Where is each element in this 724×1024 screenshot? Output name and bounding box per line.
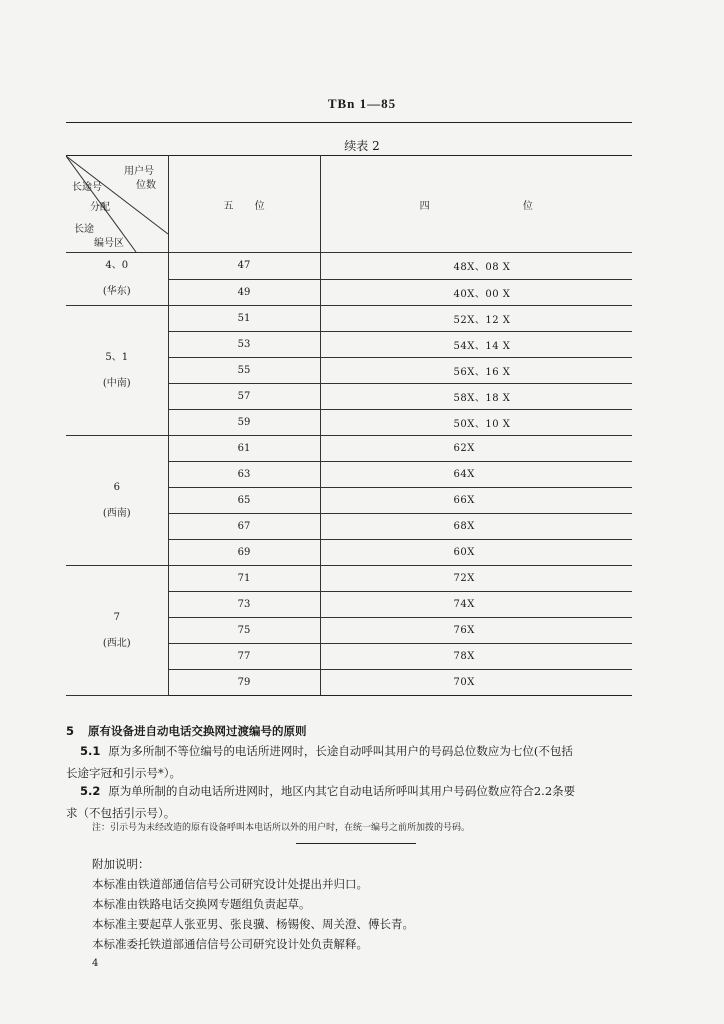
four-digit-cell: 70X <box>320 670 632 696</box>
column-header-five-digit: 五 位 <box>168 156 320 253</box>
separator-rule <box>296 843 416 844</box>
four-digit-cell: 68X <box>320 514 632 540</box>
five-digit-cell: 61 <box>168 436 320 462</box>
corner-label-allocation: 分配 <box>90 202 110 213</box>
five-digit-cell: 73 <box>168 592 320 618</box>
four-digit-cell: 52X、12 X <box>320 306 632 332</box>
corner-label-digit-count: 位数 <box>136 180 156 191</box>
ld-zone-cell <box>66 566 168 696</box>
five-digit-cell: 59 <box>168 410 320 436</box>
section-5-title: 5 原有设备进自动电话交换网过渡编号的原则 <box>66 724 307 738</box>
ld-zone-region: (西北) <box>102 637 131 649</box>
five-digit-cell: 65 <box>168 488 320 514</box>
five-digit-cell: 55 <box>168 358 320 384</box>
header-rule <box>66 122 632 123</box>
paragraph-5-2: 5.2 原为单所制的自动电话所进网时，地区内其它自动电话所呼叫其用户号码位数应符合2.2条要 求（不包括引示号）。 <box>66 784 576 820</box>
four-digit-cell: 60X <box>320 540 632 566</box>
five-digit-cell: 77 <box>168 644 320 670</box>
table-row <box>66 436 632 462</box>
five-digit-cell: 75 <box>168 618 320 644</box>
table-caption: 续表 2 <box>344 139 380 153</box>
four-digit-cell: 78X <box>320 644 632 670</box>
corner-label-user-number: 用户号 <box>124 166 154 177</box>
ld-zone-cell <box>66 306 168 436</box>
four-digit-cell: 76X <box>320 618 632 644</box>
diagonal-header-cell <box>66 156 168 253</box>
ld-zone-cell <box>66 436 168 566</box>
five-digit-cell: 79 <box>168 670 320 696</box>
four-digit-cell: 62X <box>320 436 632 462</box>
table-row <box>66 566 632 592</box>
five-digit-cell: 47 <box>168 253 320 280</box>
five-digit-cell: 69 <box>168 540 320 566</box>
corner-label-long-distance: 长途号 <box>72 182 102 193</box>
supplementary-notes <box>92 854 414 954</box>
corner-label-ld-zone-1: 长途 <box>74 224 94 235</box>
five-digit-cell: 51 <box>168 306 320 332</box>
four-digit-cell: 58X、18 X <box>320 384 632 410</box>
ld-zone-region: (华东) <box>102 286 131 297</box>
ld-zone-region: (西南) <box>102 507 131 519</box>
number-allocation-table <box>66 155 632 696</box>
document-code: TBn 1—85 <box>327 96 397 111</box>
ld-zone-region: (中南) <box>102 377 131 389</box>
five-digit-cell: 67 <box>168 514 320 540</box>
supplement-line: 本标准委托铁道部通信信号公司研究设计处负责解释。 <box>92 937 368 951</box>
five-digit-cell: 57 <box>168 384 320 410</box>
supplement-heading: 附加说明： <box>92 857 150 871</box>
four-digit-cell: 48X、08 X <box>320 253 632 280</box>
paragraph-5-1: 5.1 原为多所制不等位编号的电话所进网时，长途自动呼叫其用户的号码总位数应为七位(不包括 长途字冠和引示号*）。 <box>66 744 573 780</box>
five-digit-cell: 49 <box>168 279 320 306</box>
four-digit-cell: 40X、00 X <box>320 279 632 306</box>
table-header-row <box>66 156 632 253</box>
footnote: 注：引示号为未经改造的原有设备呼叫本电话所以外的用户时，在统一编号之前所加拨的号码。 <box>92 823 471 833</box>
four-digit-cell: 56X、16 X <box>320 358 632 384</box>
supplement-line: 本标准主要起草人张亚男、张良骥、杨锡俊、周关澄、傅长青。 <box>92 917 414 931</box>
four-digit-cell: 50X、10 X <box>320 410 632 436</box>
five-digit-cell: 71 <box>168 566 320 592</box>
column-header-four-digit: 四 位 <box>320 156 632 253</box>
five-digit-cell: 53 <box>168 332 320 358</box>
four-digit-cell: 64X <box>320 462 632 488</box>
ld-zone-code: 4、0 <box>105 260 129 271</box>
four-digit-cell: 54X、14 X <box>320 332 632 358</box>
supplement-line: 本标准由铁路电话交换网专题组负责起草。 <box>92 897 311 911</box>
ld-zone-code: 5、1 <box>105 351 129 363</box>
ld-zone-code: 6 <box>113 481 120 493</box>
supplement-line: 本标准由铁道部通信信号公司研究设计处提出并归口。 <box>92 877 368 891</box>
ld-zone-code: 7 <box>113 611 120 623</box>
page-number: 4 <box>92 958 99 969</box>
five-digit-cell: 63 <box>168 462 320 488</box>
four-digit-cell: 74X <box>320 592 632 618</box>
table-row <box>66 253 632 280</box>
ld-zone-cell <box>66 253 168 306</box>
corner-label-ld-zone-2: 编号区 <box>94 238 124 249</box>
four-digit-cell: 72X <box>320 566 632 592</box>
four-digit-cell: 66X <box>320 488 632 514</box>
table-row <box>66 306 632 332</box>
